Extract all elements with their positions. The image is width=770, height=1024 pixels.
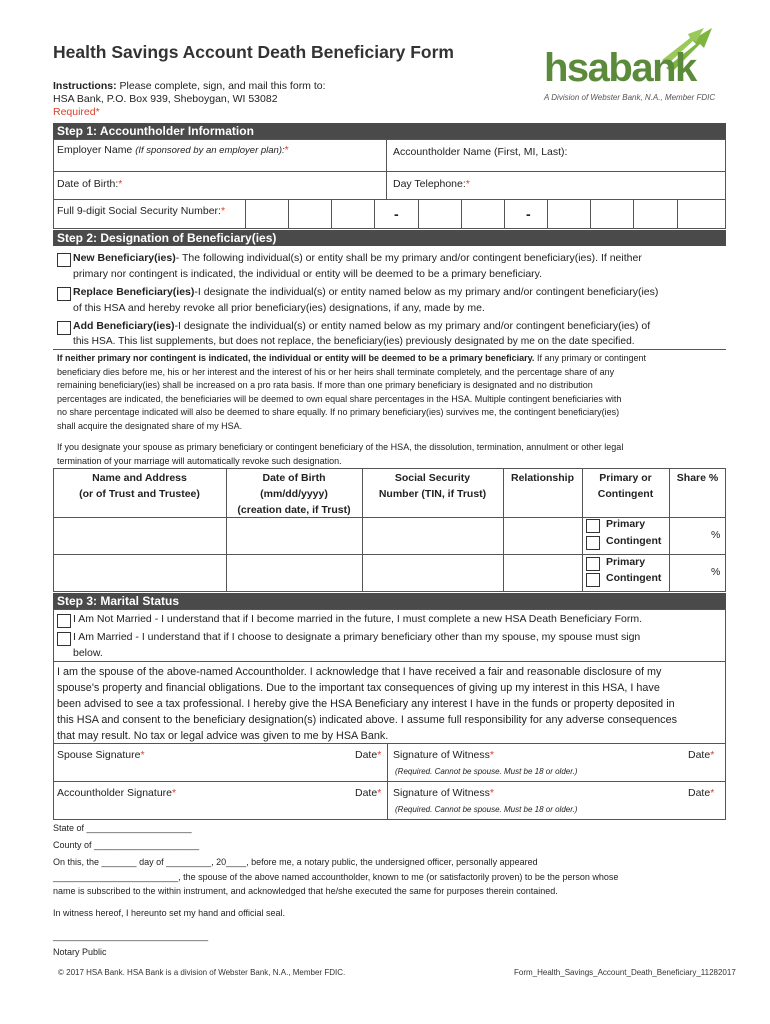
instructions [53, 80, 326, 119]
add-beneficiary-line1: Add Beneficiary(ies)-I designate the individual(s) or entity named below as my primary and/or contingent beneficiary(ies) of [73, 320, 651, 332]
row2-contingent-checkbox[interactable] [586, 573, 600, 587]
mailing-address: HSA Bank, P.O. Box 939, Sheboygan, WI 53082 [53, 93, 278, 105]
accountholder-name-field[interactable] [393, 146, 567, 158]
ssn-dash-1: - [394, 206, 399, 222]
employer-name-label: Employer Name [57, 144, 136, 156]
notary-line-1: On this, the _______ day of _________, 20____, before me, a notary public, the undersigned officer, personally appeared [53, 857, 538, 867]
footer-form-id: Form_Health_Savings_Account_Death_Beneficiary_11282017 [514, 968, 736, 977]
col-date-of-birth: Date of Birth (mm/dd/yyyy) (creation date, if Trust) [237, 472, 351, 516]
ssn-input[interactable] [245, 200, 726, 228]
new-beneficiary-checkbox[interactable] [57, 253, 71, 267]
notary-state[interactable]: State of _____________________ [53, 823, 192, 833]
employer-name-field[interactable]: Employer Name (If sponsored by an employer plan):* [57, 144, 289, 156]
ssn-label-wrap: Full 9-digit Social Security Number:* [57, 205, 226, 217]
logo-tagline: A Division of Webster Bank, N.A., Member FDIC [544, 93, 716, 102]
witness-date-field-1[interactable]: Date* [688, 749, 715, 761]
accountholder-signature-field[interactable]: Accountholder Signature* [57, 787, 177, 799]
row2-contingent-label: Contingent [606, 572, 662, 584]
col-relationship: Relationship [510, 472, 574, 484]
notary-signature-line[interactable]: _______________________________ [53, 931, 209, 941]
employer-name-note: (If sponsored by an employer plan): [135, 145, 285, 156]
married-text-1: I Am Married - I understand that if I choose to designate a primary beneficiary other than my spouse, my spouse must sign [73, 631, 641, 643]
add-beneficiary-line2: this HSA. This list supplements, but does not replace, the beneficiary(ies) previously designated by me on the date specified. [73, 336, 635, 347]
not-married-text: I Am Not Married - I understand that if I become married in the future, I must complete a new HSA Death Beneficiary Form. [73, 613, 642, 625]
add-beneficiary-title: Add Beneficiary(ies) [73, 320, 175, 332]
row2-primary-label: Primary [606, 556, 646, 568]
instructions-label: Instructions: [53, 80, 117, 92]
replace-beneficiary-checkbox[interactable] [57, 287, 71, 301]
accountholder-date-field[interactable]: Date* [355, 787, 382, 799]
col-name-address: Name and Address (or of Trust and Trustee) [79, 472, 200, 500]
not-married-checkbox[interactable] [57, 614, 71, 628]
row1-ssn-input[interactable] [363, 518, 503, 554]
accountholder-name-label: Accountholder Name (First, MI, Last): [393, 146, 568, 158]
replace-beneficiary-title: Replace Beneficiary(ies) [73, 286, 195, 298]
footer-copyright: © 2017 HSA Bank. HSA Bank is a division of Webster Bank, N.A., Member FDIC. [58, 968, 346, 977]
row1-relationship-input[interactable] [504, 518, 582, 554]
row2-share-input[interactable]: % [711, 566, 721, 578]
form-title: Health Savings Account Death Beneficiary Form [53, 42, 454, 62]
married-checkbox[interactable] [57, 632, 71, 646]
notary-witness: In witness hereof, I hereunto set my hand and official seal. [53, 908, 285, 918]
witness-signature-field-2[interactable]: Signature of Witness* [393, 787, 494, 799]
row1-primary-label: Primary [606, 518, 646, 530]
spouse-signature-field[interactable]: Spouse Signature* [57, 749, 145, 761]
notary-line-2: _________________________, the spouse of the above named accountholder, known to me (or satisfactorily proven) to be the person whose [53, 872, 619, 882]
row1-contingent-checkbox[interactable] [586, 536, 600, 550]
row1-share-input[interactable]: % [711, 529, 721, 541]
row1-dob-input[interactable] [227, 518, 362, 554]
col-ssn: Social Security Number (TIN, if Trust) [378, 472, 487, 500]
date-of-birth-label: Date of Birth: [57, 178, 119, 190]
step2-header: Step 2: Designation of Beneficiary(ies) [53, 230, 726, 246]
row2-name-input[interactable] [54, 555, 226, 591]
spouse-revocation-notice: If you designate your spouse as primary beneficiary or contingent beneficiary of the HSA, the dissolution, termination, annulment or other legal termination of your marriage will automatically revoke such designation. [57, 442, 624, 466]
new-beneficiary-line1: New Beneficiary(ies)- The following individual(s) or entity shall be my primary and/or contingent beneficiary(ies). If neither [73, 252, 642, 264]
required-note: Required* [53, 106, 100, 118]
beneficiary-notice: If neither primary nor contingent is indicated, the individual or entity will be deemed to be a primary beneficiary. If any primary or contingent beneficiary dies before me, his or her interest and the interest of his or her heirs shall terminate completely, and the percentage share of any remaining beneficiary(ies) shall be increased on a pro rata basis. If more than one primary beneficiary is designated and no distribution percentages are indicated, the beneficiaries will be deemed to own equal share percentages in the HSA. Multiple contingent beneficiaries with no share percentage indicated will also be deemed to share equally. If no primary beneficiary(ies) survives me, the contingent beneficiary(ies) shall acquire the designated share of my HSA. [57, 353, 646, 431]
notary-line-3: name is subscribed to the within instrument, and acknowledged that he/she executed the same for purposes therein contained. [53, 886, 558, 896]
new-beneficiary-line2: primary nor contingent is indicated, the individual or entity will be deemed to be a primary beneficiary. [73, 268, 543, 280]
col-share: Share % [676, 472, 719, 484]
date-of-birth-field[interactable]: Date of Birth:* [57, 178, 123, 190]
instructions-text: Please complete, sign, and mail this form to: [116, 80, 326, 92]
day-telephone-field[interactable]: Day Telephone:* [393, 178, 470, 190]
row2-ssn-input[interactable] [363, 555, 503, 591]
row1-name-input[interactable] [54, 518, 226, 554]
replace-beneficiary-line1: Replace Beneficiary(ies)-I designate the individual(s) or entity named below as my primary and/or contingent beneficiary(ies) [73, 286, 659, 298]
logo-wordmark: hsabank [544, 46, 696, 90]
row2-primary-checkbox[interactable] [586, 557, 600, 571]
step3-header: Step 3: Marital Status [53, 593, 726, 609]
replace-beneficiary-line2: of this HSA and hereby revoke all prior beneficiary(ies) designations, if any, made by me. [73, 302, 485, 314]
row1-contingent-label: Contingent [606, 535, 662, 547]
witness-note-2: (Required. Cannot be spouse. Must be 18 or older.) [395, 805, 578, 814]
married-text-2: below. [73, 647, 103, 659]
col-primary-contingent: Primary or Contingent [597, 472, 654, 500]
row1-primary-checkbox[interactable] [586, 519, 600, 533]
add-beneficiary-checkbox[interactable] [57, 321, 71, 335]
day-telephone-label: Day Telephone: [393, 178, 466, 190]
witness-note-1: (Required. Cannot be spouse. Must be 18 or older.) [395, 767, 578, 776]
notary-county[interactable]: County of _____________________ [53, 840, 200, 850]
notary-public-label: Notary Public [53, 947, 107, 957]
spousal-consent-text: I am the spouse of the above-named Accountholder. I acknowledge that I have received a fair and reasonable disclosure of my spouse's property and financial obligations. Due to the important tax consequences of giving up my interest in this HSA, I have been advised to see a tax professional. I hereby give the HSA Beneficiary any interest I have in the funds or property deposited in this HSA and consent to the beneficiary designation(s) indicated above. I assume full responsibility for any adverse consequences that may result. No tax or legal advice was given to me by HSA Bank. [57, 666, 677, 742]
witness-date-field-2[interactable]: Date* [688, 787, 715, 799]
ssn-label: Full 9-digit Social Security Number: [57, 205, 221, 217]
new-beneficiary-title: New Beneficiary(ies) [73, 252, 176, 264]
spouse-date-field[interactable]: Date* [355, 749, 382, 761]
hsabank-logo [540, 26, 730, 106]
row2-dob-input[interactable] [227, 555, 362, 591]
ssn-dash-2: - [526, 206, 531, 222]
step1-header: Step 1: Accountholder Information [53, 123, 726, 139]
witness-signature-field-1[interactable]: Signature of Witness* [393, 749, 494, 761]
row2-relationship-input[interactable] [504, 555, 582, 591]
